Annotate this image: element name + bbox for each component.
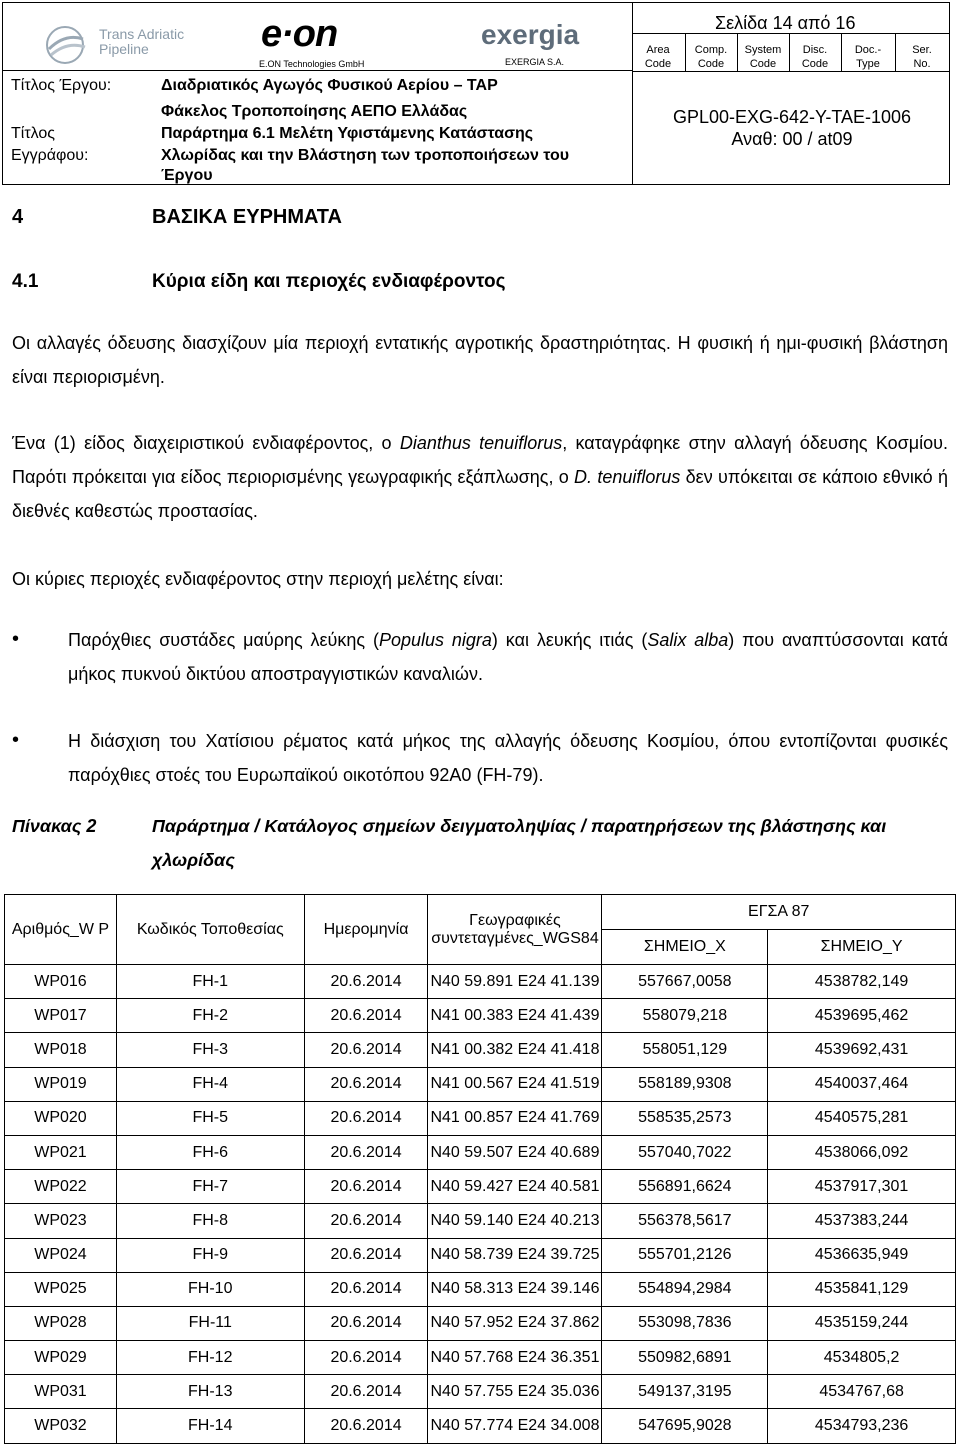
cell-geo: N40 57.952 E24 37.862 [428, 1306, 602, 1340]
bullet-item-2: Η διάσχιση του Χατίσιου ρέματος κατά μήκος της αλλαγής όδευσης Κοσμίου, όπου εντοπίζονται φυσικές παρόχθιες στοές του Ευρωπαϊκού οικοτόπου 92A0 (FH-79). [68, 731, 948, 785]
cell-date: 20.6.2014 [304, 1272, 428, 1306]
cell-x: 556378,5617 [602, 1204, 768, 1238]
table-row [5, 1135, 956, 1169]
doc-title-label-2: Εγγράφου: [11, 147, 89, 164]
col-header-y: ΣΗΜΕΙΟ_Y [768, 930, 956, 965]
tap-logo [43, 25, 193, 65]
cell-y: 4540037,464 [768, 1067, 956, 1101]
paragraph-3: Οι κύριες περιοχές ενδιαφέροντος στην περιοχή μελέτης είναι: [12, 569, 504, 589]
cell-location: FH-1 [116, 965, 304, 999]
tap-logo-line2: Pipeline [99, 41, 149, 57]
page-number: Σελίδα 14 από 16 [715, 13, 856, 33]
cell-location: FH-5 [116, 1101, 304, 1135]
cell-y: 4539695,462 [768, 999, 956, 1033]
table-row [5, 1204, 956, 1238]
cell-x: 558051,129 [602, 1033, 768, 1067]
cell-x: 556891,6624 [602, 1170, 768, 1204]
cell-y: 4537383,244 [768, 1204, 956, 1238]
cell-geo: N40 59.507 E24 40.689 [428, 1135, 602, 1169]
cell-geo: N40 57.755 E24 35.036 [428, 1375, 602, 1409]
table-row [5, 1238, 956, 1272]
cell-location: FH-10 [116, 1272, 304, 1306]
project-title: Διαδριατικός Αγωγός Φυσικού Αερίου – TAP [161, 77, 498, 94]
cell-x: 558079,218 [602, 999, 768, 1033]
table-row [5, 1409, 956, 1443]
cell-geo: N40 57.774 E24 34.008 [428, 1409, 602, 1443]
exergia-subtitle: EXERGIA S.A. [505, 57, 565, 67]
table-row [5, 965, 956, 999]
document-header [2, 2, 950, 185]
code-serno: Ser. No. [912, 44, 932, 70]
cell-y: 4535159,244 [768, 1306, 956, 1340]
cell-location: FH-13 [116, 1375, 304, 1409]
species-abbrev: D. tenuiflorus [574, 467, 681, 487]
cell-date: 20.6.2014 [304, 999, 428, 1033]
species-name: Dianthus tenuiflorus [399, 433, 563, 453]
col-header-location: Κωδικός Τοποθεσίας [116, 895, 304, 965]
cell-wp: WP017 [5, 999, 117, 1033]
bullet-marker-2: • [12, 729, 20, 751]
cell-wp: WP018 [5, 1033, 117, 1067]
revision: Αναθ: 00 / at09 [731, 129, 853, 149]
cell-x: 550982,6891 [602, 1341, 768, 1375]
table-row [5, 1341, 956, 1375]
code-area: Area Code [644, 44, 672, 70]
table-row [5, 1272, 956, 1306]
cell-location: FH-14 [116, 1409, 304, 1443]
table-row [5, 1306, 956, 1340]
cell-geo: N41 00.382 E24 41.418 [428, 1033, 602, 1067]
cell-geo: N40 59.140 E24 40.213 [428, 1204, 602, 1238]
cell-wp: WP024 [5, 1238, 117, 1272]
cell-wp: WP029 [5, 1341, 117, 1375]
eon-logo: e·on [261, 13, 338, 55]
cell-wp: WP020 [5, 1101, 117, 1135]
cell-wp: WP032 [5, 1409, 117, 1443]
cell-date: 20.6.2014 [304, 1409, 428, 1443]
section-title: ΒΑΣΙΚΑ ΕΥΡΗΜΑΤΑ [152, 206, 342, 228]
doc-title-line-1: Φάκελος Τροποποίησης ΑΕΠΟ Ελλάδας [161, 103, 468, 120]
table-row [5, 999, 956, 1033]
cell-location: FH-7 [116, 1170, 304, 1204]
cell-geo: N40 58.313 E24 39.146 [428, 1272, 602, 1306]
cell-location: FH-4 [116, 1067, 304, 1101]
cell-geo: N41 00.567 E24 41.519 [428, 1067, 602, 1101]
table-row [5, 1170, 956, 1204]
cell-geo: N40 59.427 E24 40.581 [428, 1170, 602, 1204]
col-header-wp: Αριθμός_W P [5, 895, 117, 965]
doc-title-line-4: Έργου [161, 167, 213, 184]
cell-wp: WP025 [5, 1272, 117, 1306]
cell-y: 4540575,281 [768, 1101, 956, 1135]
cell-date: 20.6.2014 [304, 1204, 428, 1238]
section-number: 4 [12, 206, 24, 228]
code-doctype: Doc.- Type [854, 44, 882, 70]
table-row [5, 1067, 956, 1101]
table-caption-label: Πίνακας 2 [12, 816, 97, 836]
project-label: Τίτλος Έργου: [11, 77, 112, 94]
cell-location: FH-8 [116, 1204, 304, 1238]
paragraph-1: Οι αλλαγές όδευσης διασχίζουν μία περιοχή εντατικής αγροτικής δραστηριότητας. Η φυσική ή ημι-φυσική βλάστηση είναι περιορισμένη. [12, 333, 948, 387]
cell-location: FH-12 [116, 1341, 304, 1375]
tap-logo-line1: Trans Adriatic [99, 26, 185, 42]
col-header-geo: Γεωγραφικές συντεταγμένες_WGS84 [428, 895, 602, 965]
cell-location: FH-9 [116, 1238, 304, 1272]
cell-x: 553098,7836 [602, 1306, 768, 1340]
cell-x: 558189,9308 [602, 1067, 768, 1101]
cell-wp: WP031 [5, 1375, 117, 1409]
cell-date: 20.6.2014 [304, 965, 428, 999]
cell-date: 20.6.2014 [304, 1101, 428, 1135]
cell-geo: N40 58.739 E24 39.725 [428, 1238, 602, 1272]
doc-title-label-1: Τίτλος [11, 125, 56, 142]
paragraph-2: Ένα (1) είδος διαχειριστικού ενδιαφέροντος, ο Dianthus tenuiflorus, καταγράφηκε στην αλλαγή όδευσης Κοσμίου. Παρότι πρόκειται για είδος περιορισμένης γεωγραφικής εξάπλωσης, ο D. tenuiflorus δεν υπόκειται σε κάποιο εθνικό ή διεθνές καθεστώς προστασίας. [12, 433, 948, 521]
document-number: GPL00-EXG-642-Y-TAE-1006 [672, 107, 912, 127]
sampling-points-table [4, 894, 956, 1444]
cell-wp: WP023 [5, 1204, 117, 1238]
exergia-logo: exergia [481, 19, 580, 50]
cell-wp: WP021 [5, 1135, 117, 1169]
table-row [5, 1033, 956, 1067]
cell-y: 4534805,2 [768, 1341, 956, 1375]
subsection-title: Κύρια είδη και περιοχές ενδιαφέροντος [152, 271, 506, 292]
cell-x: 555701,2126 [602, 1238, 768, 1272]
cell-date: 20.6.2014 [304, 1067, 428, 1101]
cell-y: 4535841,129 [768, 1272, 956, 1306]
doc-title-line-2: Παράρτημα 6.1 Μελέτη Υφιστάμενης Κατάστασης [161, 125, 534, 142]
cell-wp: WP028 [5, 1306, 117, 1340]
bullet-item-1: Παρόχθιες συστάδες μαύρης λεύκης (Populus nigra) και λευκής ιτιάς (Salix alba) που αναπτύσσονται κατά μήκος πυκνού δικτύου αποστραγγιστικών καναλιών. [68, 630, 949, 684]
cell-geo: N41 00.383 E24 41.439 [428, 999, 602, 1033]
cell-geo: N40 57.768 E24 36.351 [428, 1341, 602, 1375]
cell-y: 4538782,149 [768, 965, 956, 999]
cell-x: 554894,2984 [602, 1272, 768, 1306]
subsection-number: 4.1 [12, 271, 39, 292]
cell-location: FH-3 [116, 1033, 304, 1067]
doc-title-line-3: Χλωρίδας και την Βλάστηση των τροποποιήσεων του [161, 147, 570, 164]
bullet-marker-1: • [12, 628, 20, 650]
cell-wp: WP019 [5, 1067, 117, 1101]
table-caption-text: Παράρτημα / Κατάλογος σημείων δειγματοληψίας / παρατηρήσεων της βλάστησης και χλωρίδας [152, 816, 887, 870]
cell-date: 20.6.2014 [304, 1238, 428, 1272]
cell-x: 557667,0058 [602, 965, 768, 999]
cell-location: FH-11 [116, 1306, 304, 1340]
cell-wp: WP016 [5, 965, 117, 999]
cell-location: FH-2 [116, 999, 304, 1033]
cell-y: 4534767,68 [768, 1375, 956, 1409]
cell-y: 4534793,236 [768, 1409, 956, 1443]
table-row [5, 1101, 956, 1135]
cell-date: 20.6.2014 [304, 1033, 428, 1067]
code-disc: Disc. Code [801, 44, 829, 70]
cell-y: 4538066,092 [768, 1135, 956, 1169]
cell-x: 558535,2573 [602, 1101, 768, 1135]
cell-y: 4539692,431 [768, 1033, 956, 1067]
cell-date: 20.6.2014 [304, 1306, 428, 1340]
cell-x: 549137,3195 [602, 1375, 768, 1409]
code-comp: Comp. Code [694, 44, 728, 70]
cell-y: 4537917,301 [768, 1170, 956, 1204]
code-system: System Code [744, 44, 782, 70]
col-header-egsa: ΕΓΣΑ 87 [602, 895, 956, 930]
tap-logo-icon [43, 25, 95, 65]
cell-x: 547695,9028 [602, 1409, 768, 1443]
cell-date: 20.6.2014 [304, 1341, 428, 1375]
cell-location: FH-6 [116, 1135, 304, 1169]
cell-wp: WP022 [5, 1170, 117, 1204]
cell-date: 20.6.2014 [304, 1375, 428, 1409]
eon-subtitle: E.ON Technologies GmbH [259, 59, 365, 69]
table-row [5, 1375, 956, 1409]
cell-geo: N40 59.891 E24 41.139 [428, 965, 602, 999]
cell-geo: N41 00.857 E24 41.769 [428, 1101, 602, 1135]
cell-date: 20.6.2014 [304, 1135, 428, 1169]
cell-date: 20.6.2014 [304, 1170, 428, 1204]
col-header-x: ΣΗΜΕΙΟ_X [602, 930, 768, 965]
cell-y: 4536635,949 [768, 1238, 956, 1272]
col-header-date: Ημερομηνία [304, 895, 428, 965]
cell-x: 557040,7022 [602, 1135, 768, 1169]
